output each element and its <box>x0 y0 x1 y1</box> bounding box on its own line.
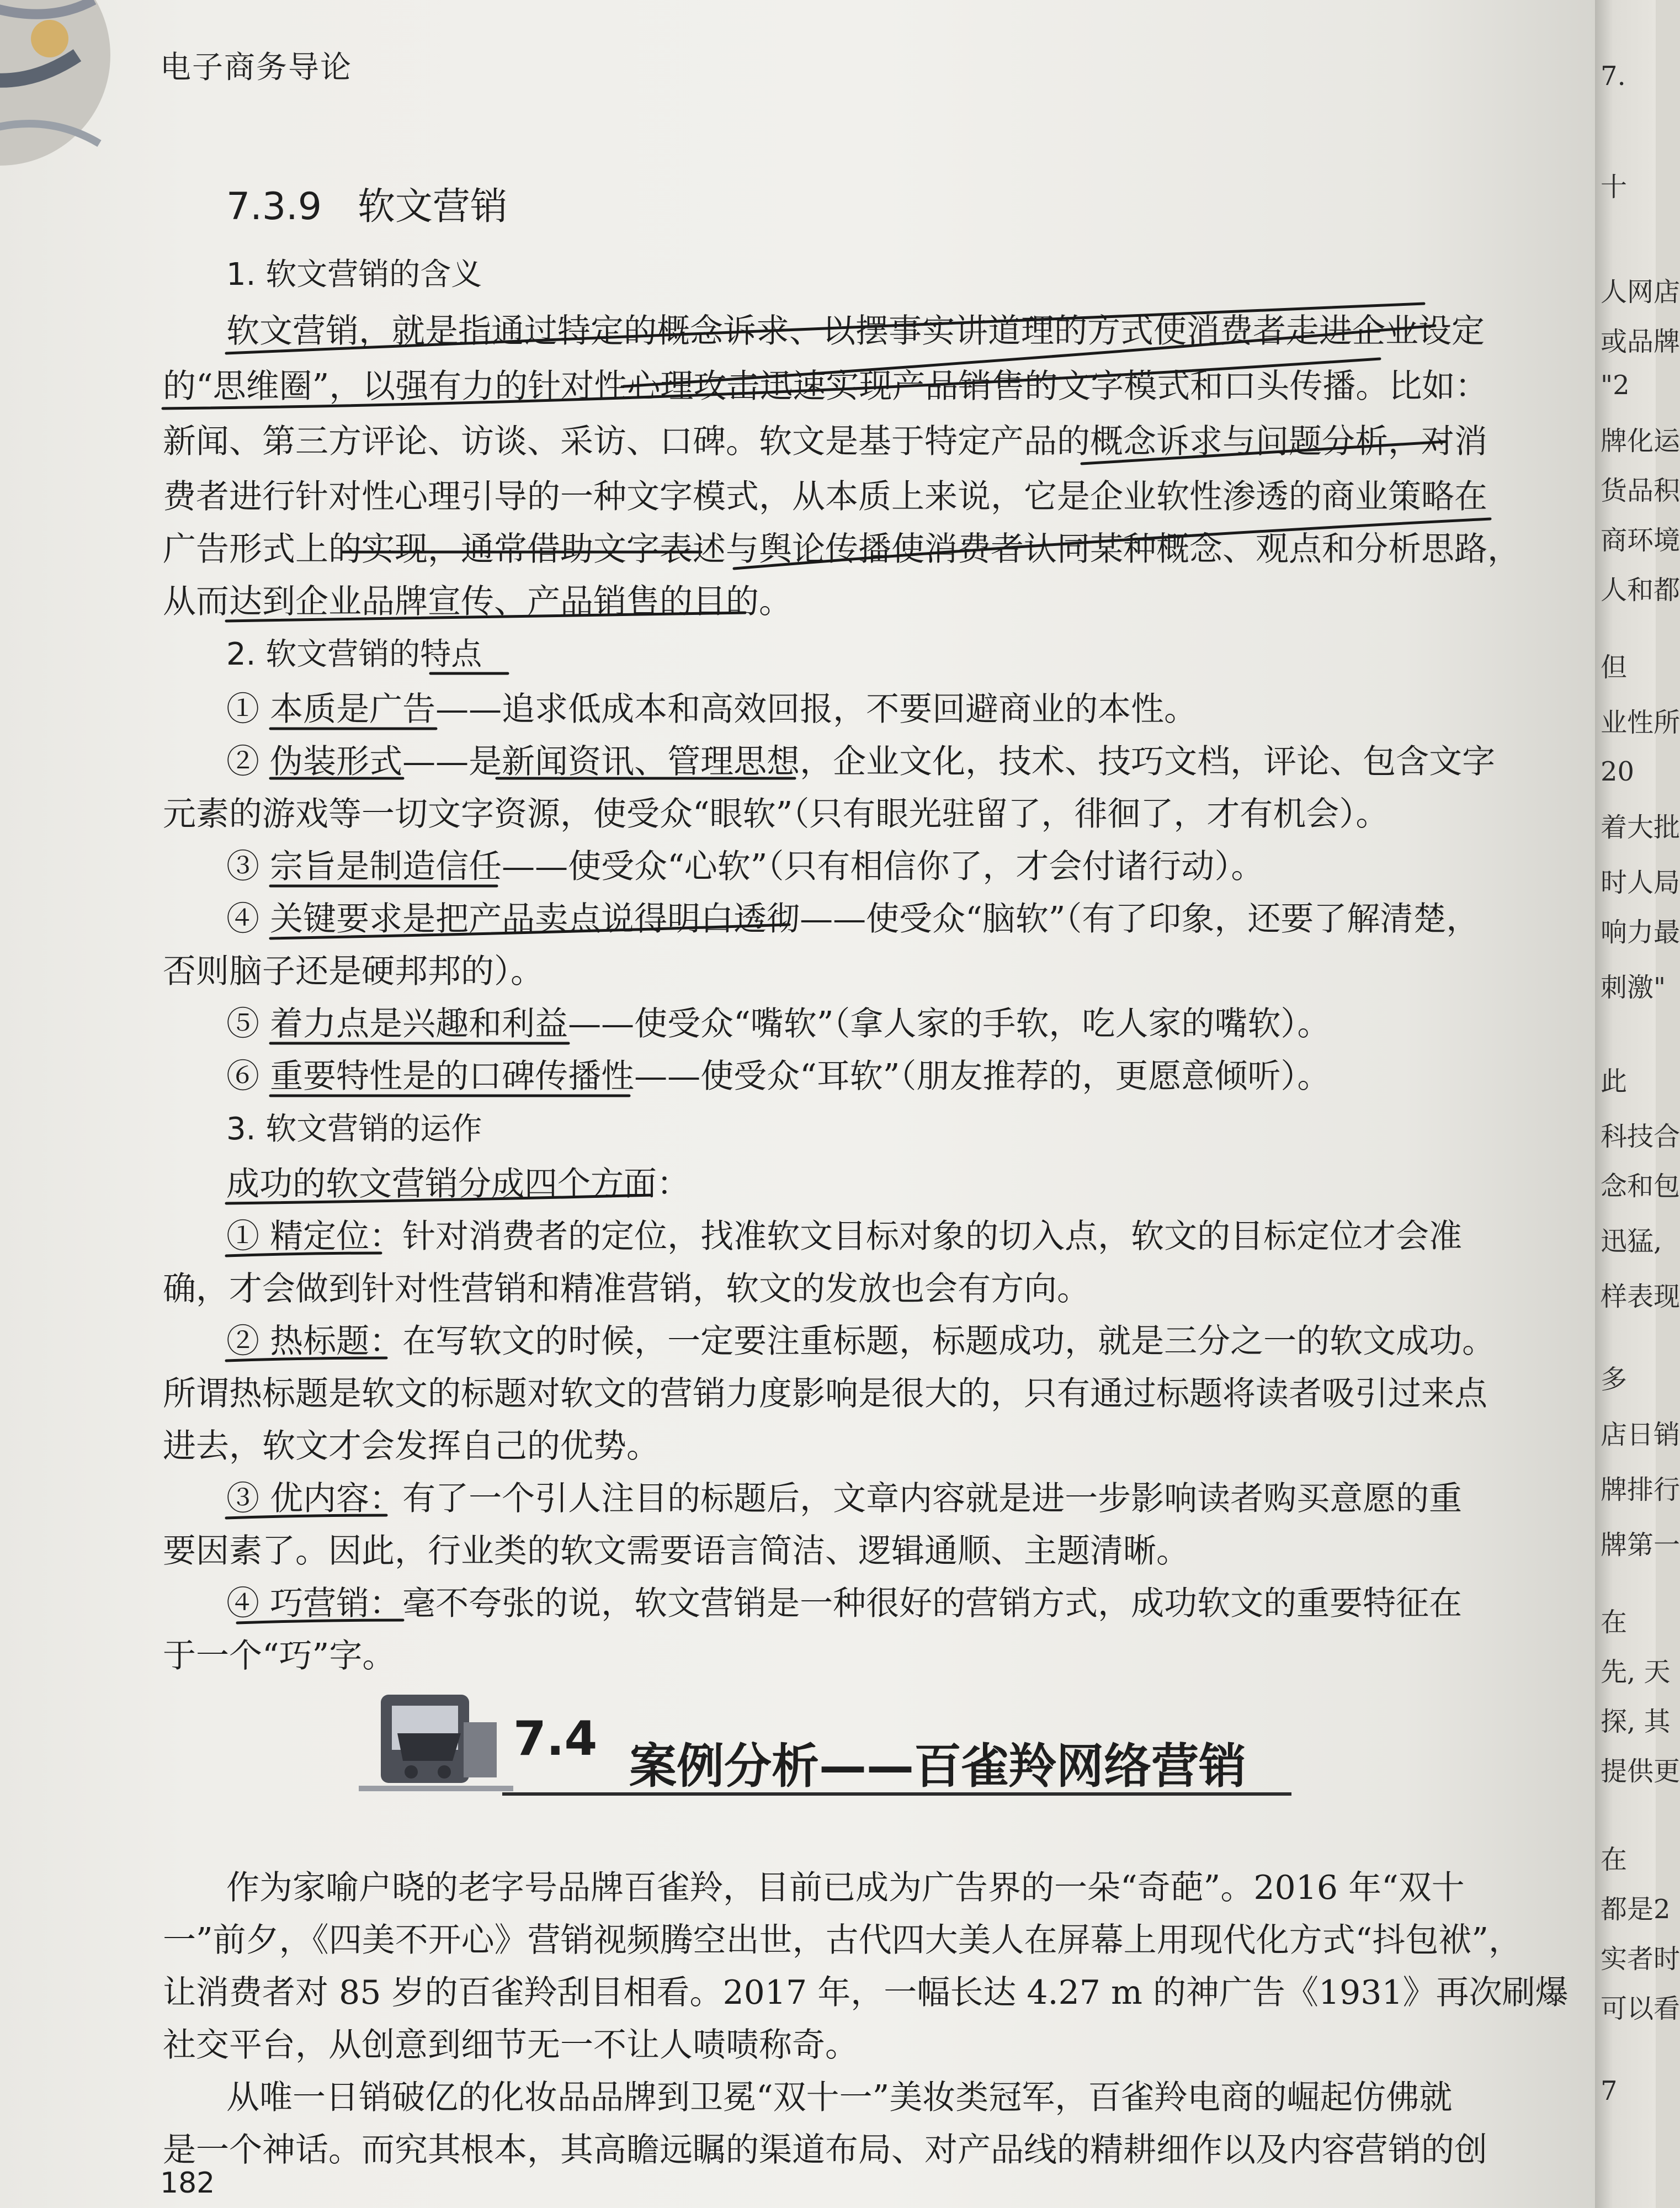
body-line: 费者进行针对性心理引导的一种文字模式，从本质上来说，它是企业软性渗透的商业策略在 <box>163 477 1487 516</box>
body-line: 软文营销，就是指通过特定的概念诉求、以摆事实讲道理的方式使消费者走进企业设定 <box>226 312 1485 351</box>
adjacent-fragment: 着大批 <box>1601 812 1680 843</box>
case-line: 作为家喻户晓的老字号品牌百雀羚，目前已成为广告界的一朵“奇葩”。2016 年“双十 <box>226 1869 1465 1907</box>
case-line: 是一个神话。而究其根本，其高瞻远瞩的渠道布局、对产品线的精耕细作以及内容营销的创 <box>163 2131 1487 2169</box>
section-title: 案例分析——百雀羚网络营销 <box>629 1739 1246 1794</box>
adjacent-fragment: 念和包 <box>1601 1171 1680 1202</box>
case-line: 社交平台，从创意到细节无一不让人啧啧称奇。 <box>163 2026 858 2064</box>
adjacent-fragment: 提供更 <box>1601 1756 1680 1787</box>
adjacent-fragment: 实者时 <box>1601 1944 1680 1975</box>
list-item: ③ 优内容：有了一个引人注目的标题后，文章内容就是进一步影响读者购买意愿的重 <box>226 1479 1463 1518</box>
adjacent-fragment: 7. <box>1601 61 1626 92</box>
case-line: 从唯一日销破亿的化妆品品牌到卫冕“双十一”美妆类冠军，百雀羚电商的崛起仿佛就 <box>226 2078 1453 2117</box>
adjacent-fragment: 货品积 <box>1601 475 1680 506</box>
adjacent-fragment: 7 <box>1601 2076 1618 2106</box>
adjacent-fragment: 在 <box>1601 1844 1628 1875</box>
adjacent-fragment: 时人局 <box>1601 867 1680 898</box>
adjacent-fragment: 在 <box>1601 1607 1628 1638</box>
section-number: 7.4 <box>513 1711 598 1766</box>
page-number: 182 <box>160 2167 215 2200</box>
body-line: 确，才会做到针对性营销和精准营销，软文的发放也会有方向。 <box>163 1270 1090 1308</box>
adjacent-fragment: 可以看 <box>1601 1993 1680 2024</box>
case-line: 一”前夕，《四美不开心》营销视频腾空出世，古代四大美人在屏幕上用现代化方式“抖包袱”， <box>163 1921 1522 1960</box>
adjacent-fragment: 刺激" <box>1601 972 1666 1003</box>
adjacent-fragment: 迅猛, <box>1601 1226 1662 1257</box>
list-item: ⑥ 重要特性是的口碑传播性——使受众“耳软”（朋友推荐的，更愿意倾听）。 <box>226 1057 1331 1096</box>
body-line: 的“思维圈”，以强有力的针对性心理攻击迅速实现产品销售的文字模式和口头传播。比如： <box>163 367 1488 406</box>
adjacent-fragment: 多 <box>1601 1364 1628 1395</box>
body-line: 从而达到企业品牌宣传、产品销售的目的。 <box>163 582 792 621</box>
adjacent-fragment: 牌排行 <box>1601 1474 1680 1505</box>
adjacent-fragment: 店日销 <box>1601 1419 1680 1450</box>
list-item: ① 精定位：针对消费者的定位，找准软文目标对象的切入点，软文的目标定位才会准 <box>226 1217 1463 1256</box>
body-line: 于一个“巧”字。 <box>163 1637 396 1675</box>
body-line: 新闻、第三方评论、访谈、采访、口碑。软文是基于特定产品的概念诉求与问题分析，对消 <box>163 422 1487 461</box>
list-item: ① 本质是广告——追求低成本和高效回报，不要回避商业的本性。 <box>226 690 1198 729</box>
body-line: 广告形式上的实现，通常借助文字表述与舆论传播使消费者认同某种概念、观点和分析思路， <box>163 530 1520 569</box>
adjacent-fragment: 此 <box>1601 1066 1628 1097</box>
adjacent-fragment: 商环境 <box>1601 525 1680 556</box>
adjacent-fragment: "2 <box>1601 370 1630 401</box>
adjacent-fragment: 20 <box>1601 756 1635 787</box>
list-item: ⑤ 着力点是兴趣和利益——使受众“嘴软”（拿人家的手软，吃人家的嘴软）。 <box>226 1005 1331 1043</box>
adjacent-fragment: 但 <box>1601 652 1628 683</box>
adjacent-fragment: 人网店 <box>1601 277 1680 307</box>
adjacent-fragment: 业性所 <box>1601 707 1680 738</box>
adjacent-fragment: 牌化运 <box>1601 426 1680 457</box>
subsection-heading <box>226 177 508 230</box>
heading-meaning: 1. 软文营销的含义 <box>226 257 482 293</box>
list-item: ④ 关键要求是把产品卖点说得明白透彻——使受众“脑软”（有了印象，还要了解清楚， <box>226 900 1480 938</box>
subsection-number: 7.3.9 <box>226 185 322 229</box>
body-line: 否则脑子还是硬邦邦的）。 <box>163 952 544 991</box>
body-line: 要因素了。因此，行业类的软文需要语言简洁、逻辑通顺、主题清晰。 <box>163 1532 1189 1570</box>
list-item: ② 伪装形式——是新闻资讯、管理思想，企业文化，技术、技巧文档，评论、包含文字 <box>226 742 1496 781</box>
adjacent-fragment: 先, 天 <box>1601 1657 1671 1687</box>
adjacent-fragment: 都是2 <box>1601 1894 1671 1925</box>
running-head: 电子商务导论 <box>160 50 352 86</box>
list-item: ② 热标题：在写软文的时候，一定要注重标题，标题成功，就是三分之一的软文成功。 <box>226 1322 1496 1361</box>
adjacent-fragment: 科技合 <box>1601 1121 1680 1152</box>
list-item: ④ 巧营销：毫不夸张的说，软文营销是一种很好的营销方式，成功软文的重要特征在 <box>226 1584 1463 1623</box>
heading-operation: 3. 软文营销的运作 <box>226 1111 482 1147</box>
adjacent-fragment: 十 <box>1601 172 1628 203</box>
body-line: 所谓热标题是软文的标题对软文的营销力度影响是很大的，只有通过标题将读者吸引过来点 <box>163 1374 1487 1413</box>
subsection-title: 软文营销 <box>357 185 508 229</box>
case-line: 让消费者对 85 岁的百雀羚刮目相看。2017 年，一幅长达 4.27 m 的神广告《1931》再次刷爆 <box>163 1973 1569 2012</box>
adjacent-fragment: 人和都 <box>1601 575 1680 606</box>
list-item: ③ 宗旨是制造信任——使受众“心软”（只有相信你了，才会付诸行动）。 <box>226 847 1264 886</box>
body-line: 成功的软文营销分成四个方面： <box>226 1165 690 1203</box>
body-line: 进去，软文才会发挥自己的优势。 <box>163 1427 660 1466</box>
body-line: 元素的游戏等一切文字资源，使受众“眼软”（只有眼光驻留了，徘徊了，才有机会）。 <box>163 795 1389 834</box>
heading-features: 2. 软文营销的特点 <box>226 636 482 672</box>
adjacent-fragment: 样表现 <box>1601 1281 1680 1312</box>
adjacent-fragment: 或品牌 <box>1601 326 1680 357</box>
adjacent-fragment: 响力最 <box>1601 917 1680 948</box>
adjacent-fragment: 牌第一 <box>1601 1530 1680 1561</box>
adjacent-fragment: 探, 其 <box>1601 1706 1671 1737</box>
adjacent-page-edge <box>1595 0 1680 2208</box>
